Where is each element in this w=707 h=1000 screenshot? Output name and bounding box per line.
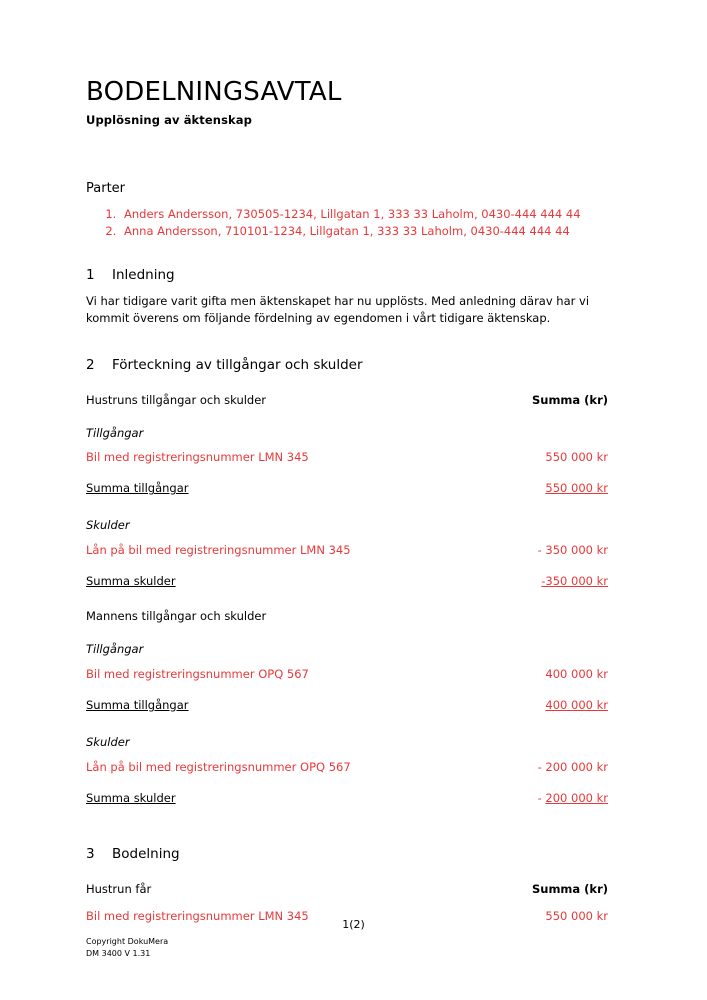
- husband-block-header: [86, 609, 608, 624]
- table-row: [86, 543, 608, 558]
- wife-assets-total-row: [86, 481, 608, 496]
- section-number: 2: [86, 356, 95, 373]
- list-item: [120, 223, 608, 241]
- assets-total-amount: 400 000 kr: [545, 697, 608, 712]
- page-title: BODELNINGSAVTAL: [86, 77, 342, 107]
- section-heading-bodelning: [86, 846, 608, 862]
- debt-item-amount: - 200 000 kr: [537, 759, 608, 774]
- husband-block-heading: Mannens tillgångar och skulder: [86, 609, 267, 624]
- section-heading-inledning: [86, 267, 608, 283]
- document-content: [86, 78, 608, 924]
- debt-item-amount: - 350 000 kr: [537, 543, 608, 558]
- debts-total-amount-wrap: [488, 791, 608, 806]
- section-heading-forteckning: [86, 357, 608, 373]
- wife-assets-label-row: [86, 426, 608, 441]
- page-number: 1(2): [342, 918, 365, 931]
- debt-item-label: Lån på bil med registreringsnummer OPQ 567: [86, 759, 351, 774]
- asset-item-amount: 550 000 kr: [545, 450, 608, 465]
- division-item-label: Bil med registreringsnummer LMN 345: [86, 908, 309, 923]
- sum-column-header: Summa (kr): [531, 881, 608, 896]
- division-block-header: [86, 882, 608, 897]
- page-subtitle: Upplösning av äktenskap: [86, 112, 252, 127]
- debt-item-label: Lån på bil med registreringsnummer LMN 345: [86, 543, 351, 558]
- asset-item-label: Bil med registreringsnummer OPQ 567: [86, 667, 309, 681]
- sum-column-header: Summa (kr): [531, 392, 608, 407]
- parties-list: [86, 206, 608, 242]
- footer-doc-code: DM 3400 V 1.31: [86, 948, 151, 958]
- party-text: Anna Andersson, 710101-1234, Lillgatan 1, 333 33 Laholm, 0430-444 444 44: [124, 224, 570, 239]
- amount-prefix: -: [537, 790, 546, 805]
- footer-copyright: Copyright DokuMera: [86, 937, 169, 946]
- section-title: Inledning: [112, 267, 175, 284]
- assets-label: Tillgångar: [86, 425, 144, 440]
- section-title: Bodelning: [112, 845, 180, 862]
- debts-label: Skulder: [86, 518, 130, 533]
- husband-debts-label-row: [86, 735, 608, 750]
- debts-total-amount: 200 000 kr: [545, 790, 608, 805]
- husband-assets-label-row: [86, 642, 608, 657]
- assets-total-label: Summa tillgångar: [86, 697, 189, 712]
- table-row: [86, 760, 608, 775]
- husband-assets-total-row: [86, 698, 608, 713]
- assets-total-label: Summa tillgångar: [86, 481, 189, 496]
- husband-debts-total-row: [86, 791, 608, 806]
- party-text: Anders Andersson, 730505-1234, Lillgatan 1, 333 33 Laholm, 0430-444 444 44: [124, 206, 581, 221]
- debts-total-label: Summa skulder: [86, 790, 176, 805]
- asset-item-amount: 400 000 kr: [545, 667, 608, 681]
- assets-total-amount: 550 000 kr: [545, 481, 608, 496]
- parties-heading: Parter: [86, 180, 126, 196]
- assets-label: Tillgångar: [86, 642, 144, 657]
- wife-debts-total-row: [86, 574, 608, 589]
- intro-paragraph: Vi har tidigare varit gifta men äktenskapet har nu upplösts. Med anledning därav har vi kommit överens om följande fördelning av egendomen i vårt tidigare äktenskap.: [86, 294, 590, 325]
- wife-block-heading: Hustruns tillgångar och skulder: [86, 392, 267, 407]
- wife-block-header: [86, 393, 608, 408]
- debts-total-label: Summa skulder: [86, 574, 176, 589]
- division-heading: Hustrun får: [86, 881, 152, 896]
- footer-meta: [86, 936, 168, 959]
- asset-item-label: Bil med registreringsnummer LMN 345: [86, 450, 309, 465]
- section-number: 3: [86, 845, 95, 862]
- list-item: [120, 206, 608, 224]
- debts-total-amount: -350 000 kr: [541, 574, 608, 589]
- wife-debts-label-row: [86, 518, 608, 533]
- division-item-amount: 550 000 kr: [545, 908, 608, 923]
- section-title: Förteckning av tillgångar och skulder: [112, 356, 363, 373]
- section-number: 1: [86, 267, 95, 284]
- debts-label: Skulder: [86, 734, 130, 749]
- table-row: [86, 450, 608, 465]
- table-row: [86, 667, 608, 682]
